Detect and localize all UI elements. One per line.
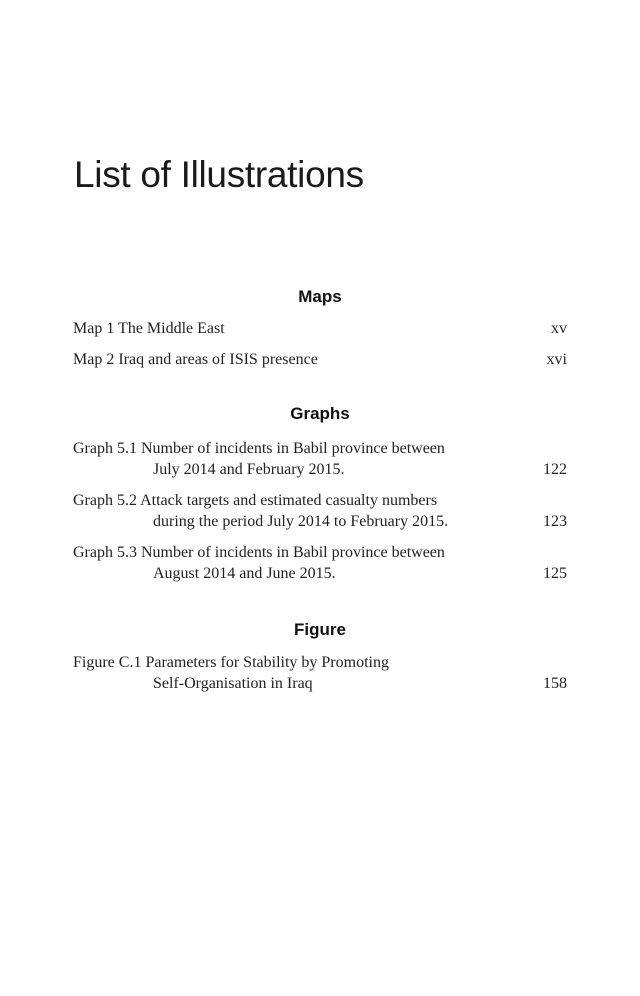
entry-text-line1: Figure C.1 Parameters for Stability by Promoting <box>73 654 389 671</box>
entry-text-line1: Graph 5.2 Attack targets and estimated casualty numbers <box>73 492 438 509</box>
entry-page-number: 123 <box>543 513 567 530</box>
list-item-graph-5-3 <box>73 542 567 584</box>
section-heading-figure: Figure <box>294 620 346 639</box>
list-item-graph-5-1 <box>73 438 567 480</box>
entry-text: Map 2 Iraq and areas of ISIS presence <box>73 351 318 368</box>
section-heading-maps: Maps <box>298 287 342 306</box>
entry-page-number: xv <box>551 320 567 337</box>
list-item-map-2 <box>73 349 567 370</box>
entry-page-number: 125 <box>543 565 567 582</box>
entry-page-number: 158 <box>543 675 567 692</box>
entry-text-line2: July 2014 and February 2015. <box>153 461 345 478</box>
entry-text-line1: Graph 5.3 Number of incidents in Babil province between <box>73 544 445 561</box>
entry-page-number: 122 <box>543 461 567 478</box>
list-item-figure-c-1 <box>73 652 567 694</box>
entry-text-line2: Self-Organisation in Iraq <box>153 675 313 692</box>
entry-text: Map 1 The Middle East <box>73 320 225 337</box>
list-item-map-1 <box>73 318 567 339</box>
entry-text-line2: August 2014 and June 2015. <box>153 565 336 582</box>
entry-text-line1: Graph 5.1 Number of incidents in Babil province between <box>73 440 445 457</box>
section-heading-graphs: Graphs <box>290 404 350 423</box>
entry-page-number: xvi <box>546 351 567 368</box>
list-item-graph-5-2 <box>73 490 567 532</box>
entry-text-line2: during the period July 2014 to February 2015. <box>153 513 449 530</box>
page-title: List of Illustrations <box>74 154 364 195</box>
